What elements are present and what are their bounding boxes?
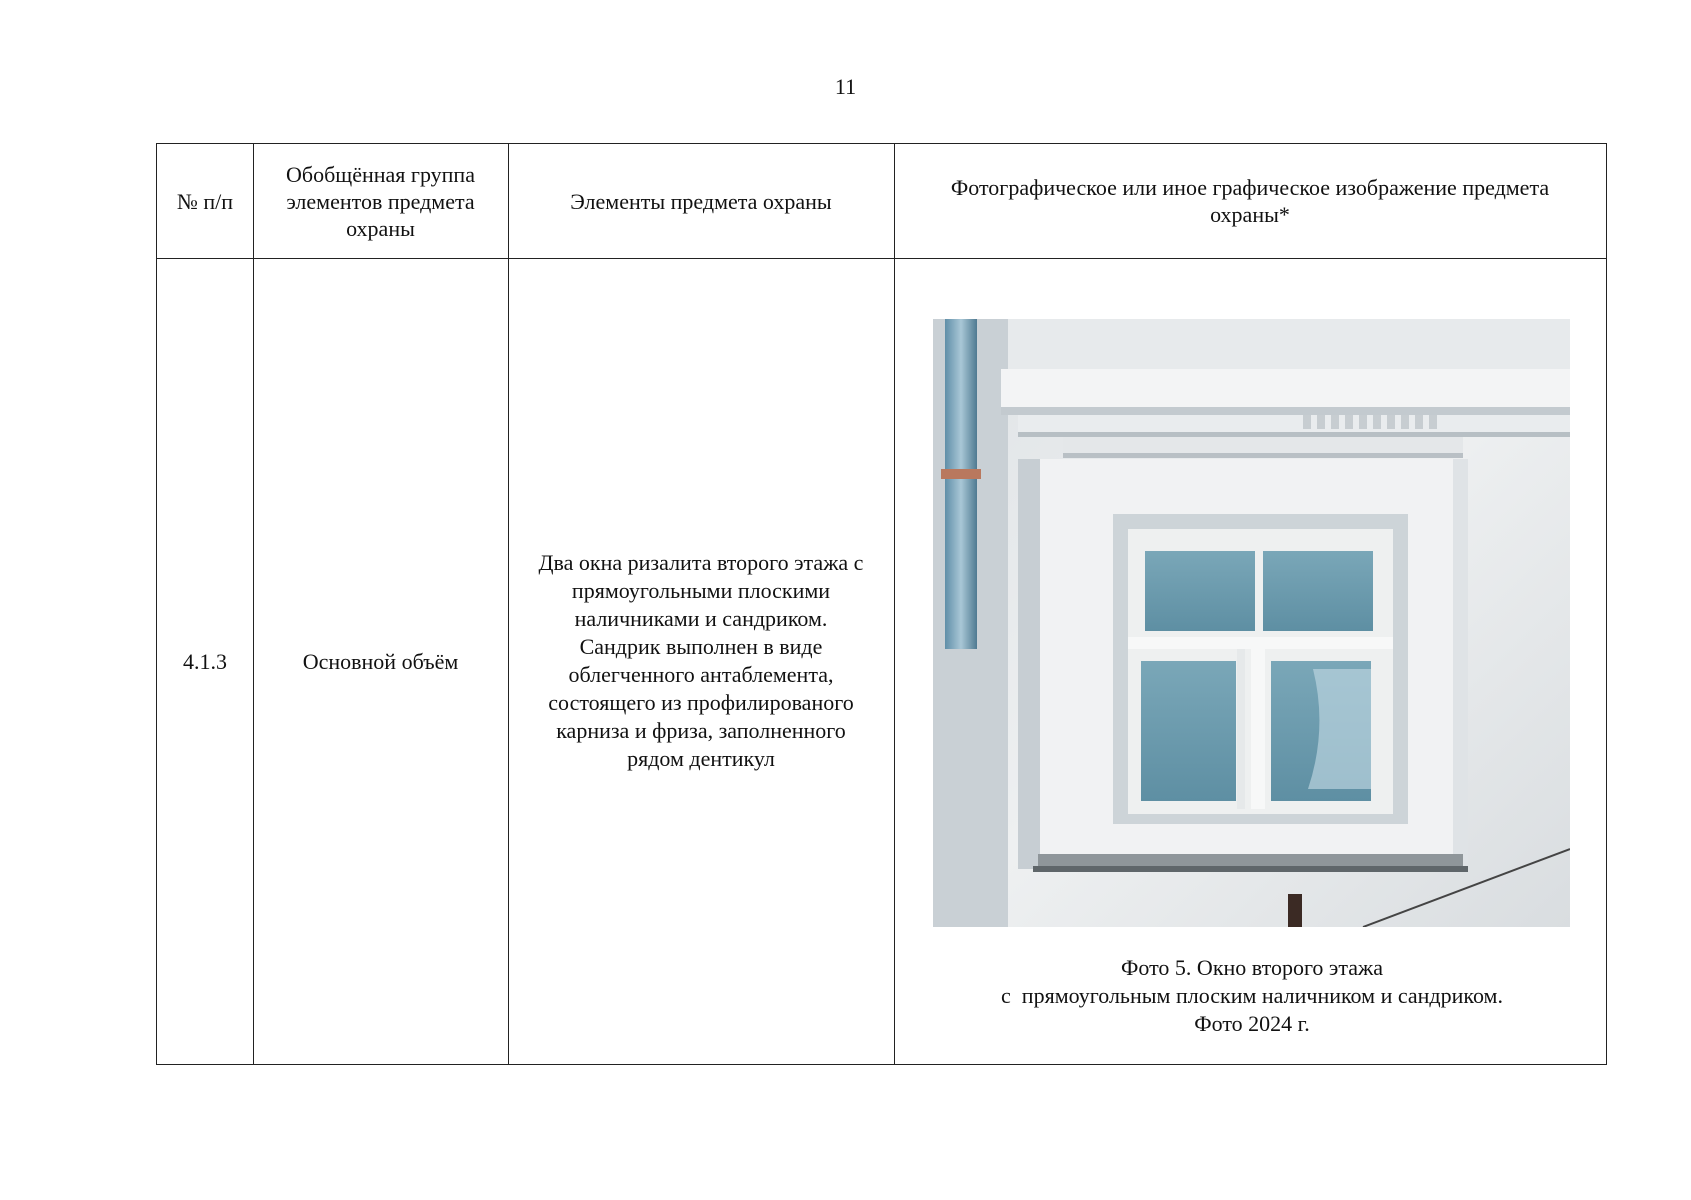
row-number: 4.1.3: [183, 648, 227, 674]
protection-subject-table: [156, 143, 1607, 1065]
header-elements: Элементы предмета охраны: [570, 188, 832, 214]
header-image: Фотографическое или иное графическое изображение предмета охраны*: [950, 175, 1550, 227]
caption-line: с прямоугольным плоским наличником и сандриком.: [1001, 983, 1503, 1008]
column-divider: [894, 144, 895, 1064]
window-photo: [933, 319, 1570, 927]
header-group: Обобщённая группа элементов предмета охраны: [286, 161, 475, 241]
caption-line: Фото 2024 г.: [1194, 1011, 1310, 1036]
row-group: Основной объём: [302, 648, 459, 674]
row-elements-description: Два окна ризалита второго этажа с прямоугольными плоскими наличниками и сандриком. Сандрик выполнен в виде облегченного антаблемента, состоящего из профилированого карниза и фриза, заполненного рядом дентикул: [538, 550, 864, 771]
photo-caption: [897, 954, 1607, 1038]
header-num: № п/п: [176, 188, 234, 214]
caption-line: Фото 5. Окно второго этажа: [1121, 955, 1383, 980]
page-number: 11: [834, 74, 857, 99]
